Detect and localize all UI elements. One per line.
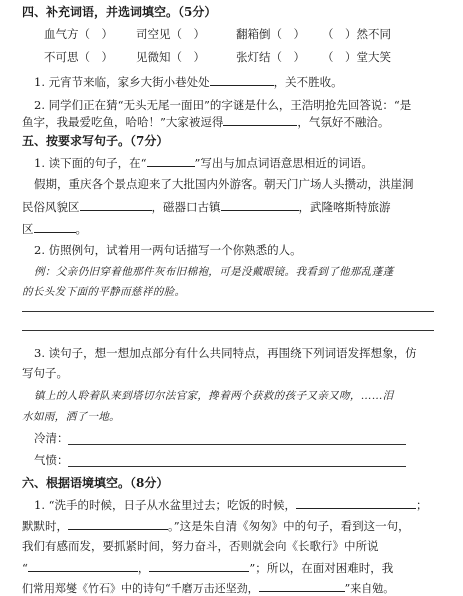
text: ，关不胜收。: [273, 75, 343, 89]
section-4-title: 四、补充词语，并选词填空。（5分）: [22, 5, 217, 19]
text: ”写出与加点词语意思相近的词语。: [194, 156, 373, 170]
text: 鱼字，我最爱吃鱼，哈哈！”大家被逗得: [22, 115, 224, 129]
s5-question-3-cont: 写句子。: [22, 366, 68, 380]
s4-question-2: 2. 同学们正在猜“无头无尾一面田”的字谜是什么，王浩明抢先回答说：“是: [34, 98, 412, 112]
idiom-cell: 司空见（ ）: [136, 27, 205, 41]
handwritten-line-2: 水如雨，洒了一地。: [22, 411, 121, 423]
text: ”来自勉。: [344, 582, 395, 595]
text: ，武隆喀斯特旅游: [298, 200, 391, 214]
text: 们常用郑燮《竹石》中的诗句“千磨万击还坚劲，: [22, 582, 259, 595]
section-5-title: 五、按要求写句子。（7分）: [22, 134, 169, 148]
answer-line[interactable]: [22, 311, 434, 312]
idiom-cell: （ ）然不同: [322, 27, 391, 41]
text: ”；所以，在面对困难时，我: [249, 561, 394, 575]
section-6-title: 六、根据语境填空。（8分）: [22, 476, 169, 490]
s5-passage-line-1: 假期，重庆各个景点迎来了大批国内外游客。朝天门广场人头攒动，洪崖洞: [34, 177, 414, 191]
text: ，磁器口古镇: [151, 200, 221, 214]
text: ；: [416, 498, 428, 512]
text: 1. 读下面的句子，在“: [34, 156, 147, 170]
answer-blank[interactable]: [210, 74, 274, 86]
text: 1. “洗手的时候，日子从水盆里过去；吃饭的时候，: [34, 498, 297, 512]
idiom-cell: 翻箱倒（ ）: [236, 27, 305, 41]
answer-blank[interactable]: [34, 221, 76, 233]
text: 区: [22, 222, 34, 236]
text: ，气氛好不融洽。: [297, 115, 390, 129]
s5-question-3: 3. 读句子，想一想加点部分有什么共同特点，再围绕下列词语发挥想象，仿: [34, 346, 417, 360]
text: 1. 元宵节来临，家乡大街小巷处处: [34, 75, 210, 89]
answer-blank[interactable]: [80, 199, 152, 211]
s5-passage-line-2: [22, 199, 391, 214]
answer-blank[interactable]: [221, 199, 299, 211]
text: 默默时，: [22, 519, 68, 533]
idiom-cell: （ ）堂大笑: [322, 50, 391, 64]
idiom-cell: 血气方（ ）: [44, 27, 113, 41]
word-prompt-cold: 冷清：: [34, 431, 69, 445]
idiom-cell: 见微知（ ）: [136, 50, 205, 64]
s6-line-1: [34, 497, 428, 512]
answer-blank[interactable]: [296, 497, 416, 509]
example-line-2: 的长头发下面的平静而慈祥的脸。: [22, 286, 186, 298]
s4-question-1: [34, 74, 343, 89]
text: 。: [75, 222, 87, 236]
s5-passage-line-3: [22, 221, 87, 236]
word-prompt-angry: 气愤：: [34, 453, 69, 467]
answer-blank[interactable]: [259, 580, 345, 592]
s6-line-2: [22, 518, 410, 533]
s5-question-1: [34, 155, 373, 170]
idiom-cell: 不可思（ ）: [44, 50, 113, 64]
idiom-cell: 张灯结（ ）: [236, 50, 305, 64]
text: 。”这是朱自清《匆匆》中的句子，看到这一句，: [168, 519, 410, 533]
answer-blank[interactable]: [223, 114, 297, 126]
s6-line-4: [22, 560, 393, 575]
answer-line[interactable]: [68, 466, 406, 467]
answer-blank[interactable]: [149, 560, 249, 572]
handwritten-line-1: 镇上的人聆着队来到塔切尔法官家，搀着两个获救的孩子又亲又吻，……泪: [34, 390, 394, 402]
s6-line-3: 我们有感而发，要抓紧时间，努力奋斗，否则就会向《长歌行》中所说: [22, 539, 379, 553]
s6-line-5: [22, 580, 394, 596]
answer-blank[interactable]: [68, 518, 168, 530]
example-line-1: 例：父亲仍旧穿着他那件灰布旧棉袍，可是没戴眼镜。我看到了他那乱蓬蓬: [34, 266, 394, 278]
s5-question-2: 2. 仿照例句，试着用一两句话描写一个你熟悉的人。: [34, 243, 302, 257]
answer-blank[interactable]: [28, 560, 138, 572]
text: ，: [137, 561, 150, 575]
answer-line[interactable]: [22, 330, 434, 331]
text: 民俗风貌区: [22, 200, 80, 214]
s4-question-2-cont: [22, 114, 389, 129]
answer-blank[interactable]: [147, 155, 195, 167]
text: “: [22, 561, 28, 575]
answer-line[interactable]: [68, 444, 406, 445]
